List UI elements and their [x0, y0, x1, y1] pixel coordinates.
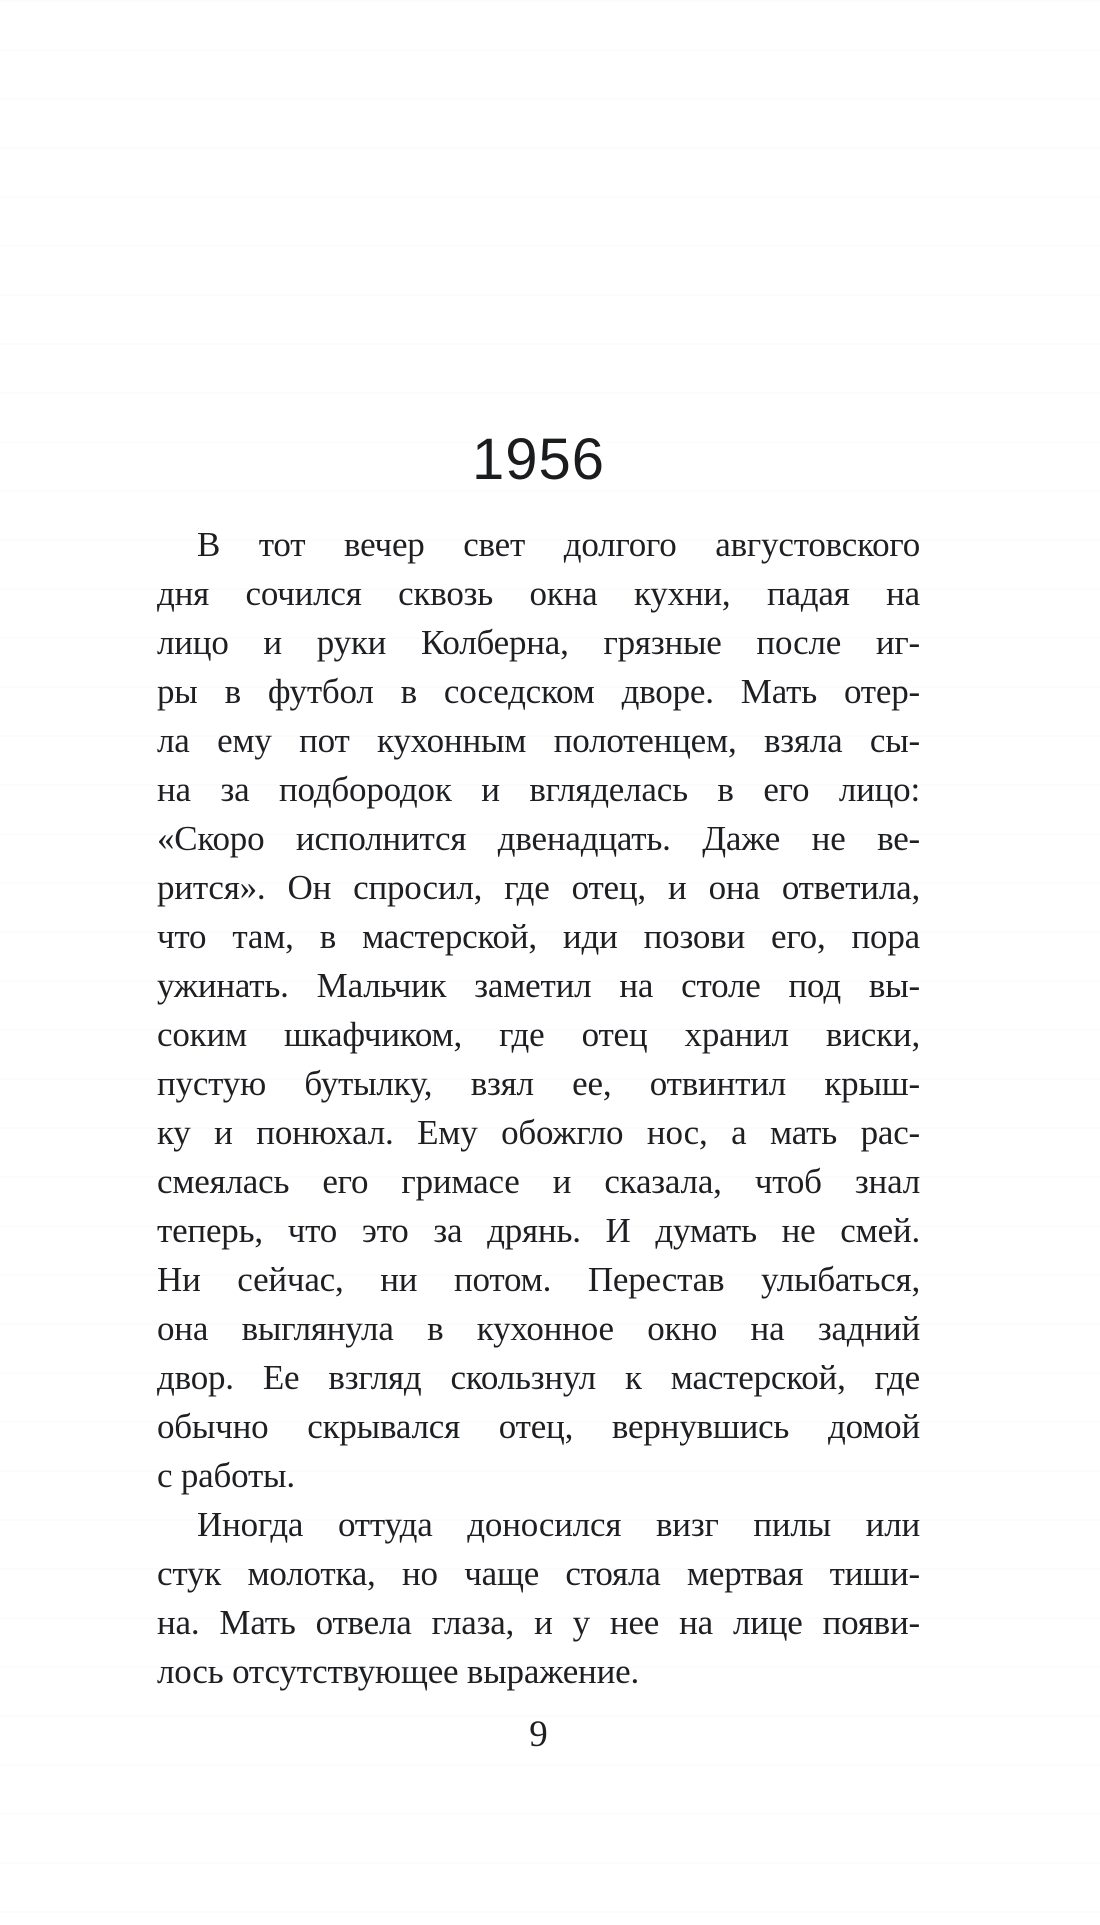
text-line: Ни сейчас, ни потом. Перестав улыбаться,	[157, 1260, 920, 1299]
text-line: ры в футбол в соседском дворе. Мать отер-	[157, 672, 920, 711]
text-line: ужинать. Мальчик заметил на столе под вы-	[157, 966, 920, 1005]
text-line: ку и понюхал. Ему обожгло нос, а мать рас-	[157, 1113, 920, 1152]
text-line: обычно скрывался отец, вернувшись домой	[157, 1407, 920, 1446]
text-line: пустую бутылку, взял ее, отвинтил крыш-	[157, 1064, 920, 1103]
chapter-title: 1956	[471, 427, 606, 492]
text-line: стук молотка, но чаще стояла мертвая тиши-	[157, 1554, 920, 1593]
text-line: с работы.	[157, 1456, 295, 1495]
page-number: 9	[529, 1714, 548, 1755]
text-line: дня сочился сквозь окна кухни, падая на	[157, 574, 920, 613]
text-line: на за подбородок и вгляделась в его лицо:	[157, 770, 920, 809]
text-line: теперь, что это за дрянь. И думать не смей.	[157, 1211, 920, 1250]
text-line: ла ему пот кухонным полотенцем, взяла сы-	[157, 721, 920, 760]
text-line: рится». Он спросил, где отец, и она ответила,	[157, 868, 920, 907]
text-line: Иногда оттуда доносился визг пилы или	[197, 1505, 920, 1544]
text-line: что там, в мастерской, иди позови его, пора	[157, 917, 920, 956]
text-line: В тот вечер свет долгого августовского	[197, 525, 920, 564]
text-line: соким шкафчиком, где отец хранил виски,	[157, 1015, 920, 1054]
page-body-text	[157, 520, 920, 1696]
text-line: на. Мать отвела глаза, и у нее на лице появи-	[157, 1603, 920, 1642]
text-line: лицо и руки Колберна, грязные после иг-	[157, 623, 920, 662]
text-line: она выглянула в кухонное окно на задний	[157, 1309, 920, 1348]
text-line: лось отсутствующее выражение.	[157, 1652, 639, 1691]
text-line: двор. Ее взгляд скользнул к мастерской, где	[157, 1358, 920, 1397]
text-line: «Скоро исполнится двенадцать. Даже не ве-	[157, 819, 920, 858]
text-line: смеялась его гримасе и сказала, чтоб знал	[157, 1162, 920, 1201]
